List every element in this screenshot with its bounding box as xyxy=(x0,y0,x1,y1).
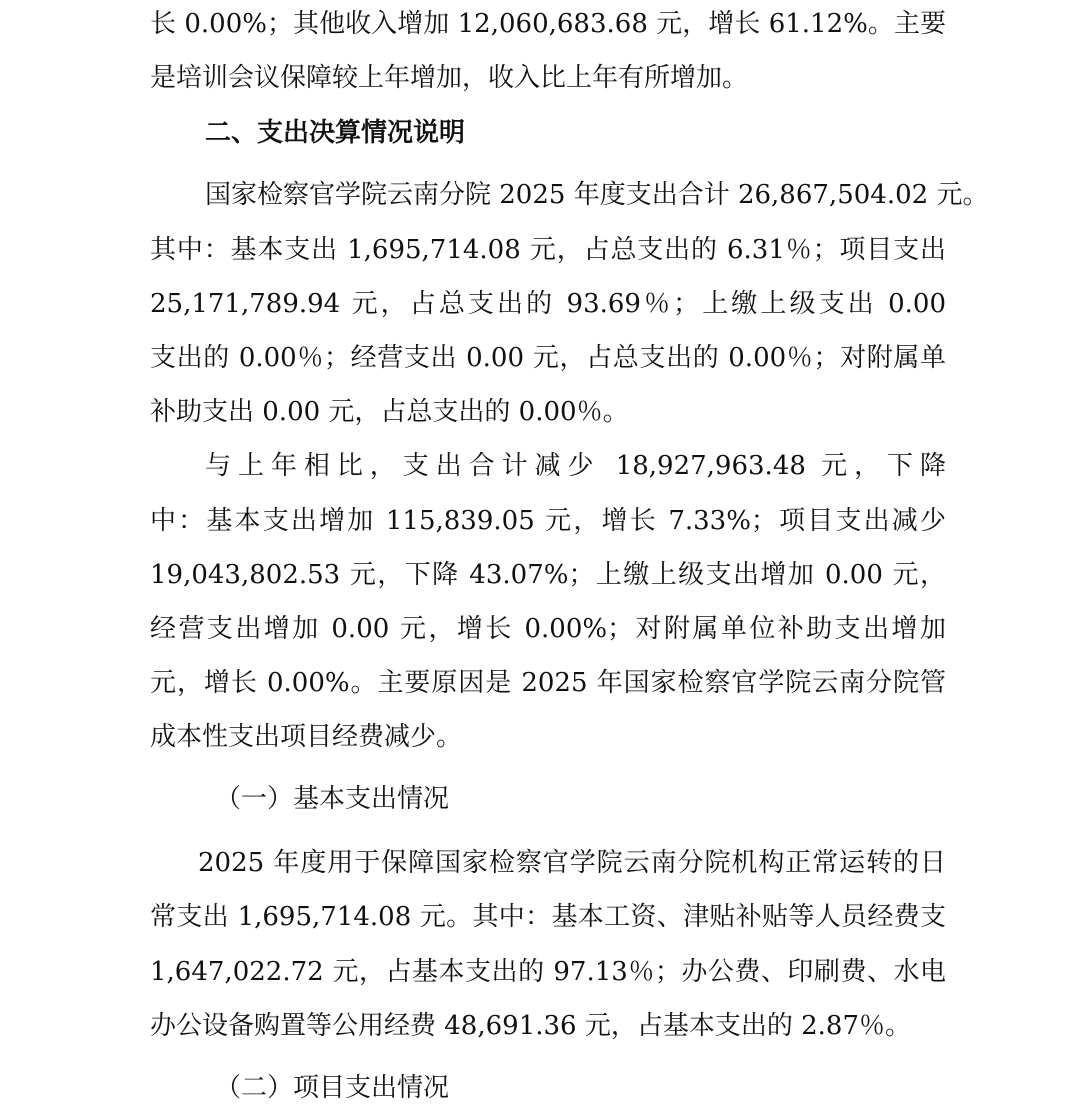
paragraph-line: 国家检察官学院云南分院 2025 年度支出合计 26,867,504.02 元。 xyxy=(205,180,989,210)
paragraph-line: 中：基本支出增加 115,839.05 元，增长 7.33%；项目支出减少 xyxy=(150,506,946,536)
paragraph-line: 2025 年度用于保障国家检察官学院云南分院机构正常运转的日 xyxy=(198,848,946,878)
paragraph-line: 1,647,022.72 元，占基本支出的 97.13％；办公费、印刷费、水电 xyxy=(150,957,946,987)
paragraph-line: 与上年相比，支出合计减少 18,927,963.48 元，下降 xyxy=(205,451,946,481)
section-heading: 二、支出决算情况说明 xyxy=(205,118,466,148)
paragraph-line: 19,043,802.53 元，下降 43.07%；上缴上级支出增加 0.00 元， xyxy=(150,560,946,590)
paragraph-line: 经营支出增加 0.00 元，增长 0.00%；对附属单位补助支出增加 xyxy=(150,614,946,644)
paragraph-line: 办公设备购置等公用经费 48,691.36 元，占基本支出的 2.87％。 xyxy=(150,1011,912,1041)
subsection-heading: （一）基本支出情况 xyxy=(215,784,450,814)
paragraph-line: 长 0.00%；其他收入增加 12,060,683.68 元，增长 61.12%。主要 xyxy=(150,9,946,39)
paragraph-line: 支出的 0.00％；经营支出 0.00 元，占总支出的 0.00％；对附属单 xyxy=(150,343,946,373)
paragraph-line: 元，增长 0.00%。主要原因是 2025 年国家检察官学院云南分院管 xyxy=(150,668,946,698)
paragraph-line: 成本性支出项目经费减少。 xyxy=(150,722,463,752)
paragraph-line: 其中：基本支出 1,695,714.08 元，占总支出的 6.31％；项目支出 xyxy=(150,235,946,265)
paragraph-line: 常支出 1,695,714.08 元。其中：基本工资、津贴补贴等人员经费支 xyxy=(150,902,946,932)
paragraph-line: 补助支出 0.00 元，占总支出的 0.00％。 xyxy=(150,397,629,427)
paragraph-line: 25,171,789.94 元，占总支出的 93.69％；上缴上级支出 0.00 xyxy=(150,289,946,319)
paragraph-line: 是培训会议保障较上年增加，收入比上年有所增加。 xyxy=(150,63,749,93)
subsection-heading: （二）项目支出情况 xyxy=(215,1073,450,1103)
